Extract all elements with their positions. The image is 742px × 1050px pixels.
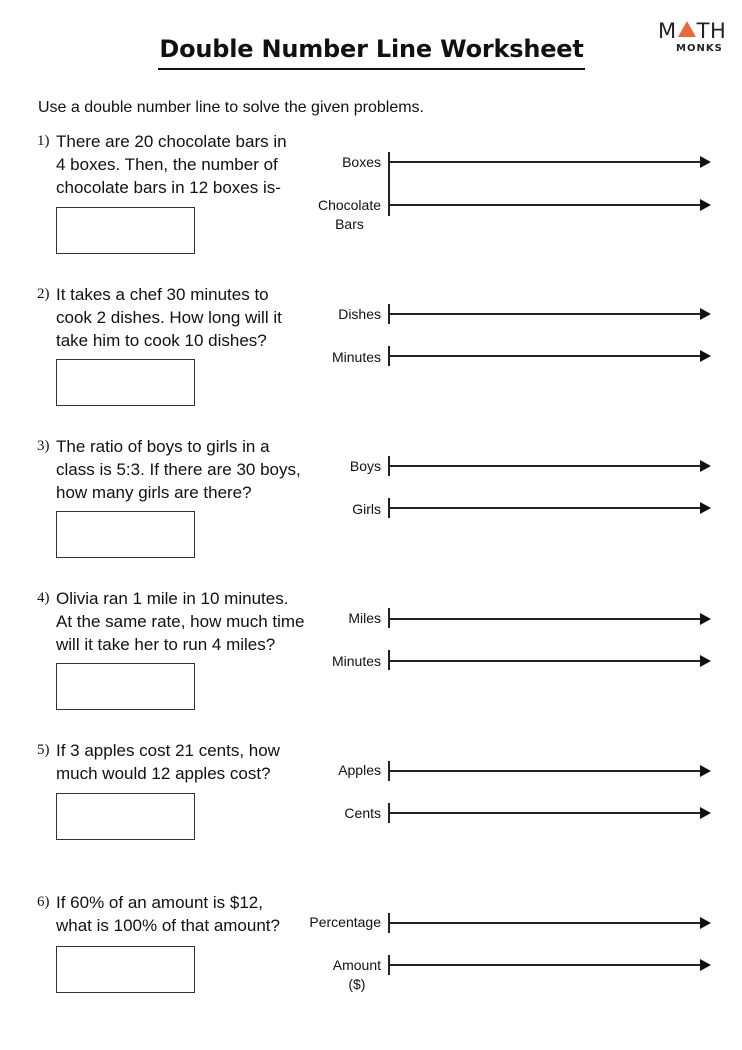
number-line-bottom xyxy=(390,660,702,662)
arrow-right-icon xyxy=(700,765,711,777)
problem-number: 4) xyxy=(37,590,50,606)
number-line-top xyxy=(390,465,702,467)
logo-triangle-icon xyxy=(678,21,696,37)
arrow-right-icon xyxy=(700,655,711,667)
problem-line: will it take her to run 4 miles? xyxy=(56,635,276,654)
problem-text xyxy=(56,587,321,656)
problem-1 xyxy=(0,130,742,280)
problem-number: 5) xyxy=(37,742,50,758)
instructions: Use a double number line to solve the given problems. xyxy=(38,99,424,116)
logo-monks: MONKS xyxy=(676,43,723,54)
label-line: ($) xyxy=(348,976,366,992)
number-line-bottom xyxy=(390,812,702,814)
title-underline xyxy=(158,68,585,70)
problem-number: 1) xyxy=(37,133,50,149)
label-line: Minutes xyxy=(331,653,381,669)
problem-number: 3) xyxy=(37,438,50,454)
problem-5 xyxy=(0,739,742,889)
problem-line: 4 boxes. Then, the number of xyxy=(56,155,278,174)
answer-box[interactable] xyxy=(56,946,195,993)
problem-line: The ratio of boys to girls in a xyxy=(56,437,270,456)
problem-line: take him to cook 10 dishes? xyxy=(56,331,267,350)
number-line-bottom-label xyxy=(318,196,381,234)
label-line: Amount xyxy=(332,957,381,973)
problem-text xyxy=(56,891,321,937)
number-line-bottom-label xyxy=(332,652,381,671)
problem-line: If 3 apples cost 21 cents, how xyxy=(56,741,280,760)
number-line-top-label: Boxes xyxy=(342,154,381,170)
number-line-top xyxy=(390,922,702,924)
problem-line: Olivia ran 1 mile in 10 minutes. xyxy=(56,589,289,608)
arrow-right-icon xyxy=(700,308,711,320)
problem-line: It takes a chef 30 minutes to xyxy=(56,285,269,304)
label-line: Cents xyxy=(344,805,381,821)
problem-3 xyxy=(0,435,742,585)
label-line: Bars xyxy=(335,216,364,232)
answer-box[interactable] xyxy=(56,359,195,406)
number-line-bottom xyxy=(390,507,702,509)
answer-box[interactable] xyxy=(56,793,195,840)
arrow-right-icon xyxy=(700,460,711,472)
arrow-right-icon xyxy=(700,502,711,514)
problem-line: what is 100% of that amount? xyxy=(56,916,280,935)
number-line-bottom xyxy=(390,355,702,357)
number-line-bottom xyxy=(390,204,702,206)
arrow-right-icon xyxy=(700,199,711,211)
problem-4 xyxy=(0,587,742,737)
problem-2 xyxy=(0,283,742,433)
number-line-bottom xyxy=(390,964,702,966)
arrow-right-icon xyxy=(700,350,711,362)
arrow-right-icon xyxy=(700,613,711,625)
problem-6 xyxy=(0,891,742,1041)
arrow-right-icon xyxy=(700,959,711,971)
problem-line: If 60% of an amount is $12, xyxy=(56,893,263,912)
number-line-bottom-label xyxy=(344,804,381,823)
problem-line: much would 12 apples cost? xyxy=(56,764,271,783)
answer-box[interactable] xyxy=(56,207,195,254)
problem-text xyxy=(56,130,321,199)
problem-line: how many girls are there? xyxy=(56,483,252,502)
problem-number: 6) xyxy=(37,894,50,910)
math-monks-logo xyxy=(658,20,728,56)
number-line-top-label: Percentage xyxy=(309,914,381,930)
label-line: Girls xyxy=(352,501,381,517)
answer-box[interactable] xyxy=(56,663,195,710)
problem-text xyxy=(56,739,321,785)
label-line: Chocolate xyxy=(317,197,381,213)
label-line: Minutes xyxy=(331,349,381,365)
answer-box[interactable] xyxy=(56,511,195,558)
problem-line: chocolate bars in 12 boxes is- xyxy=(56,178,281,197)
number-line-top-label: Dishes xyxy=(338,306,381,322)
number-line-top xyxy=(390,770,702,772)
problem-text xyxy=(56,283,321,352)
number-line-bottom-label xyxy=(352,500,381,519)
number-line-top xyxy=(390,161,702,163)
problem-line: At the same rate, how much time xyxy=(56,612,305,631)
number-line-top-label: Miles xyxy=(348,610,381,626)
page-title: Double Number Line Worksheet xyxy=(159,35,584,63)
problem-line: There are 20 chocolate bars in xyxy=(56,132,287,151)
number-line-top xyxy=(390,313,702,315)
number-line-bottom-label xyxy=(332,348,381,367)
arrow-right-icon xyxy=(700,156,711,168)
problem-line: class is 5:3. If there are 30 boys, xyxy=(56,460,301,479)
problem-number: 2) xyxy=(37,286,50,302)
arrow-right-icon xyxy=(700,917,711,929)
arrow-right-icon xyxy=(700,807,711,819)
number-line-top-label: Boys xyxy=(349,458,381,474)
number-line-bottom-label xyxy=(333,956,381,994)
logo-letter-m: M xyxy=(658,19,677,43)
problem-text xyxy=(56,435,321,504)
number-line-top-label: Apples xyxy=(338,762,381,778)
logo-letters-th: TH xyxy=(696,19,727,43)
problem-line: cook 2 dishes. How long will it xyxy=(56,308,282,327)
number-line-top xyxy=(390,618,702,620)
